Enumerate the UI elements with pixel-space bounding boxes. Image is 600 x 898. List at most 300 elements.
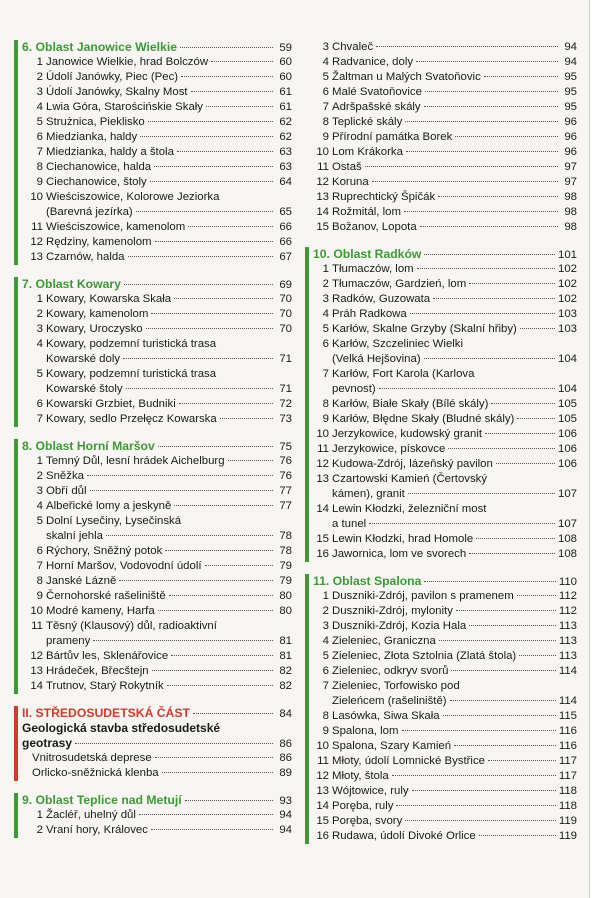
toc-entry[interactable] [313,277,577,292]
toc-entry[interactable] [313,814,577,829]
page-number: 73 [279,413,292,425]
dot-leader [154,166,273,167]
page-number: 66 [279,221,292,233]
page-number: 70 [279,323,292,335]
page-number: 118 [558,785,577,797]
toc-entry[interactable] [313,547,577,562]
dot-leader [93,640,273,641]
entry-number: 7 [36,560,43,572]
toc-entry[interactable] [22,589,292,604]
dot-leader [488,760,556,761]
page-number: 63 [279,161,292,173]
entry-title: Karłów, Skalne Grzyby (Skalní hřiby) [332,323,517,335]
entry-number: 14 [316,503,329,515]
dot-leader [485,433,555,434]
entry-number: 10 [316,428,329,440]
dot-leader [151,313,273,314]
dot-leader [174,298,273,299]
toc-entry[interactable] [313,829,577,844]
toc-entry[interactable] [313,604,577,619]
entry-title-continued: prameny [46,635,91,647]
entry-number: 4 [36,338,43,350]
toc-entry[interactable] [22,559,292,574]
section-heading[interactable] [22,277,292,292]
entry-title: Karłów, Szczeliniec Wielki [332,338,464,350]
section-title: 8. Oblast Horní Maršov [22,439,155,453]
entry-title: Černohorské rašeliniště [46,590,166,602]
page-number: 105 [557,413,577,425]
entry-title: Ciechanowice, halda [46,161,152,173]
toc-entry[interactable] [22,514,292,529]
toc-entry[interactable] [22,145,292,160]
entry-title: Zieleniec, Złota Sztolnia (Zlatá štola) [332,650,517,662]
entry-title: Rędziny, kamenolom [46,236,152,248]
page-number: 94 [564,56,577,68]
entry-number: 10 [316,146,329,158]
page-edge [589,0,600,898]
entry-number: 15 [316,221,329,233]
page-number: 97 [564,161,577,173]
toc-entry[interactable] [313,145,577,160]
entry-title: Karłów, Błędne Skały (Bludné skály) [332,413,515,425]
page-number: 63 [279,146,292,158]
dot-leader [456,610,556,611]
geology-heading-cont[interactable]: geotrasy 86 [22,736,292,750]
entry-number: 15 [316,533,329,545]
entry-number: 1 [322,263,329,275]
toc-entry[interactable] [22,484,292,499]
dot-leader [140,136,273,137]
toc-entry[interactable] [22,190,292,205]
toc-entry[interactable] [22,70,292,85]
section-7-group [14,277,292,427]
entry-title: Miedzianka, haldy [46,131,138,143]
toc-entry-continued[interactable] [22,634,292,649]
page-number: 102 [557,278,577,290]
page-number: 96 [564,131,577,143]
page-number: 79 [279,575,292,587]
dot-leader [181,76,273,77]
part-title: II. STŘEDOSUDETSKÁ ČÁST [22,706,190,720]
entry-number: 5 [322,650,329,662]
section-11-group [305,574,577,844]
entry-title: Karłów, Fort Karola (Karlova [332,368,475,380]
page-number: 62 [279,116,292,128]
entry-number: 3 [322,620,329,632]
entry-number: 12 [30,236,43,248]
dot-leader [372,181,558,182]
toc-entry[interactable] [313,589,577,604]
entry-title: Kowary, kamenolom [46,308,149,320]
entry-title: Hrádeček, Břecštejn [46,665,149,677]
entry-title: Wieściszowice, kamenolom [46,221,186,233]
page-number: 67 [279,251,292,263]
toc-entry[interactable] [313,160,577,175]
toc-entry-continued[interactable] [313,382,577,397]
page-number: 116 [558,725,577,737]
entry-number: 5 [36,515,43,527]
dot-leader [87,475,273,476]
toc-entry-continued[interactable] [313,517,577,532]
section-heading[interactable] [22,439,292,454]
dot-leader [412,790,556,791]
entry-number: 2 [322,278,329,290]
page-number: 70 [279,308,292,320]
dot-leader [106,535,273,536]
dot-leader [417,268,555,269]
toc-entry-continued[interactable] [313,487,577,502]
toc-entry[interactable] [22,55,292,70]
toc-entry[interactable] [22,397,292,412]
entry-title: Poręba, ruly [332,800,394,812]
toc-entry[interactable]: Orlicko-sněžnická klenba 89 [32,767,292,779]
toc-entry-continued[interactable] [313,694,577,709]
toc-entry[interactable] [313,220,577,235]
dot-leader [191,91,273,92]
toc-entry[interactable] [22,235,292,250]
entry-title: Wieściszowice, Kolorowe Jeziorka [46,191,220,203]
entry-title: Wójtowice, ruly [332,785,409,797]
toc-entry[interactable] [313,262,577,277]
page-number: 102 [557,263,577,275]
entry-title: Údolí Janówky, Skalny Most [46,86,188,98]
page-number: 118 [558,800,577,812]
dot-leader [379,388,555,389]
left-column [22,40,292,838]
entry-title: Kudowa-Zdrój, lázeňský pavilon [332,458,493,470]
toc-entry[interactable] [313,502,577,517]
entry-number: 6 [322,665,329,677]
toc-entry[interactable]: Vnitrosudetská deprese 86 [32,752,292,764]
section-heading[interactable] [313,247,577,262]
page-number: 119 [558,830,577,842]
toc-entry-continued[interactable] [22,382,292,397]
toc-entry[interactable] [313,664,577,679]
toc-entry[interactable] [313,754,577,769]
dot-leader [455,136,558,137]
toc-entry[interactable] [313,649,577,664]
toc-entry-continued[interactable] [22,529,292,544]
geology-heading: Geologická stavba středosudetské [22,721,221,735]
entry-number: 11 [317,755,329,767]
entry-title: Zieleniec, odkryv svorů [332,665,449,677]
dot-leader [369,523,555,524]
entry-number: 10 [30,191,43,203]
toc-entry[interactable] [313,442,577,457]
entry-number: 9 [36,590,43,602]
dot-leader [416,61,558,62]
dot-leader [443,715,556,716]
dot-leader [451,670,555,671]
entry-number: 10 [30,605,43,617]
toc-entry[interactable] [313,70,577,85]
entry-number: 2 [36,824,43,836]
toc-entry[interactable] [313,739,577,754]
page-number: 95 [564,101,577,113]
entry-title-continued: Kowarské štoly [46,383,123,395]
entry-number: 2 [36,470,43,482]
entry-number: 3 [36,485,43,497]
entry-title: Božanov, Lopota [332,221,417,233]
section-title: 6. Oblast Janowice Wielkie [22,40,178,54]
toc-entry[interactable] [22,808,292,823]
entry-title-continued: kámen), granit [332,488,405,500]
entry-number: 16 [316,830,329,842]
toc-entry[interactable] [22,604,292,619]
entry-number: 12 [30,650,43,662]
toc-entry[interactable] [313,367,577,382]
page-number: 61 [279,86,292,98]
dot-leader [420,226,558,227]
entry-number: 3 [322,41,329,53]
toc-entry[interactable] [22,85,292,100]
dot-leader [146,328,273,329]
toc-entry[interactable] [22,574,292,589]
entry-title: Duszniki-Zdrój, mylonity [332,605,453,617]
entry-title: Lewin Kłodzki, železniční most [332,503,487,515]
toc-entry[interactable] [22,220,292,235]
entry-number: 14 [30,680,43,692]
page-number: 103 [557,308,577,320]
dot-leader [171,655,273,656]
page-number: 106 [557,428,577,440]
page-number: 84 [279,708,292,720]
dot-leader [405,121,558,122]
toc-entry[interactable] [22,160,292,175]
entry-number: 5 [36,368,43,380]
page-number: 117 [558,755,577,767]
section-heading[interactable] [22,40,292,55]
page-number: 113 [558,635,577,647]
entry-number: 8 [36,575,43,587]
toc-entry[interactable] [22,823,292,838]
toc-entry[interactable] [22,322,292,337]
dot-leader [469,625,556,626]
page-number: 80 [279,590,292,602]
page-number: 95 [564,86,577,98]
entry-title: Czarnów, halda [46,251,125,263]
toc-entry[interactable] [22,454,292,469]
dot-leader [433,298,555,299]
toc-entry[interactable] [22,499,292,514]
page-number: 98 [564,206,577,218]
section-title: 10. Oblast Radków [313,247,422,261]
toc-entry[interactable] [313,427,577,442]
dot-leader [152,670,273,671]
toc-entry[interactable] [22,619,292,634]
toc-entry[interactable] [22,250,292,265]
toc-entry[interactable] [313,100,577,115]
page-number: 71 [279,383,292,395]
dot-leader [448,448,555,449]
toc-entry[interactable] [22,679,292,694]
entry-number: 5 [322,71,329,83]
entry-number: 14 [316,800,329,812]
page-number: 76 [279,470,292,482]
page-number: 60 [279,56,292,68]
entry-title: Sněžka [46,470,84,482]
entry-number: 7 [36,146,43,158]
page-number: 115 [558,710,577,722]
toc-entry-continued[interactable] [313,352,577,367]
toc-entry[interactable] [313,40,577,55]
entry-title: Kowary, sedlo Przełęcz Kowarska [46,413,217,425]
toc-entry[interactable] [22,175,292,190]
toc-entry[interactable] [313,769,577,784]
toc-entry[interactable] [313,190,577,205]
toc-entry[interactable] [313,130,577,145]
entry-title: Kowary, podzemní turistická trasa [46,338,217,350]
entry-title: Zieleniec, Graniczna [332,635,436,647]
entry-number: 9 [322,131,329,143]
toc-entry[interactable] [22,412,292,427]
entry-title: Přírodní památka Borek [332,131,453,143]
page-number: 78 [279,530,292,542]
entry-title-continued: a tunel [332,518,367,530]
entry-title-continued: (Barevná jezírka) [46,206,133,218]
entry-title: Rudawa, údolí Divoké Orlice [332,830,476,842]
entry-number: 14 [316,206,329,218]
toc-entry[interactable] [313,175,577,190]
page-number: 103 [557,323,577,335]
entry-number: 1 [36,455,43,467]
page-number: 64 [279,176,292,188]
section-heading[interactable] [313,574,577,589]
page-number: 69 [279,279,292,291]
toc-entry[interactable] [313,799,577,814]
toc-entry[interactable] [22,664,292,679]
page-number: 114 [558,665,577,677]
entry-title: Malé Svatoňovice [332,86,422,98]
page-number: 82 [279,680,292,692]
entry-number: 15 [316,815,329,827]
part-2-group [14,706,292,781]
dot-leader [424,106,558,107]
entry-number: 16 [316,548,329,560]
entry-title: Tłumaczów, Gardzień, lom [332,278,467,290]
entry-number: 6 [322,338,329,350]
entry-title: Bártův les, Sklenářovice [46,650,169,662]
page-number: 95 [564,71,577,83]
toc-entry[interactable] [313,679,577,694]
dot-leader [438,196,558,197]
toc-entry[interactable] [22,367,292,382]
page-number: 65 [279,206,292,218]
dot-leader [496,463,555,464]
dot-leader [158,610,273,611]
entry-number: 7 [322,680,329,692]
toc-entry[interactable] [22,307,292,322]
toc-entry[interactable] [313,532,577,547]
entry-number: 10 [316,740,329,752]
toc-entry[interactable] [313,205,577,220]
dot-leader [410,313,555,314]
entry-number: 6 [322,86,329,98]
entry-number: 5 [322,323,329,335]
toc-entry[interactable] [313,472,577,487]
entry-title: Duszniki-Zdrój, pavilon s pramenem [332,590,514,602]
toc-entry[interactable] [22,337,292,352]
entry-number: 9 [322,413,329,425]
toc-entry[interactable] [22,100,292,115]
page-number: 113 [558,650,577,662]
toc-entry[interactable] [22,649,292,664]
toc-entry[interactable] [313,307,577,322]
entry-title: Kowary, podzemní turistická trasa [46,368,217,380]
toc-entry-continued[interactable] [22,352,292,367]
entry-number: 13 [30,251,43,263]
entry-title: Lom Krákorka [332,146,403,158]
toc-entry[interactable] [313,337,577,352]
dot-leader [454,745,556,746]
toc-entry[interactable] [313,115,577,130]
page-number: 66 [279,236,292,248]
entry-number: 9 [36,176,43,188]
dot-leader [376,46,558,47]
toc-entry-continued[interactable] [22,205,292,220]
toc-entry[interactable] [313,457,577,472]
entry-number: 4 [322,308,329,320]
page-number: 81 [279,650,292,662]
section-heading[interactable] [22,793,292,808]
entry-number: 3 [36,323,43,335]
toc-entry[interactable] [313,784,577,799]
toc-entry[interactable] [22,130,292,145]
toc-entry[interactable] [313,292,577,307]
entry-title: Radków, Guzowata [332,293,431,305]
entry-number: 13 [316,473,329,485]
entry-title: Jerzykowice, pískovce [332,443,446,455]
toc-entry[interactable] [313,412,577,427]
entry-number: 1 [322,590,329,602]
toc-entry[interactable] [22,292,292,307]
dot-leader [439,640,556,641]
toc-entry[interactable] [313,724,577,739]
entry-title: Těsný (Klausový) důl, radioaktivní [46,620,217,632]
page-number: 97 [564,176,577,188]
dot-leader [136,211,273,212]
entry-number: 11 [31,221,43,233]
dot-leader [425,91,558,92]
toc-entry[interactable] [313,397,577,412]
toc-entry[interactable] [313,322,577,337]
page-number: 71 [279,353,292,365]
entry-title: Lwia Góra, Starościńskie Skały [46,101,203,113]
entry-title: Ruprechtický Špičák [332,191,436,203]
dot-leader [139,814,273,815]
toc-entry[interactable] [22,115,292,130]
toc-entry[interactable] [313,634,577,649]
entry-title: Teplické skály [332,116,403,128]
dot-leader [206,106,273,107]
toc-entry[interactable] [22,469,292,484]
entry-title: Duszniki-Zdrój, Kozia Hala [332,620,467,632]
toc-entry[interactable] [313,709,577,724]
page-number: 96 [564,116,577,128]
toc-entry[interactable] [313,619,577,634]
dot-leader [174,505,273,506]
entry-number: 6 [36,545,43,557]
toc-entry[interactable] [22,544,292,559]
page-number: 93 [279,795,292,807]
page-number: 119 [558,815,577,827]
toc-entry[interactable] [313,85,577,100]
dot-leader [404,211,558,212]
entry-number: 13 [316,785,329,797]
part-heading[interactable] [22,706,292,721]
entry-title: Radvanice, doly [332,56,414,68]
toc-entry[interactable] [313,55,577,70]
